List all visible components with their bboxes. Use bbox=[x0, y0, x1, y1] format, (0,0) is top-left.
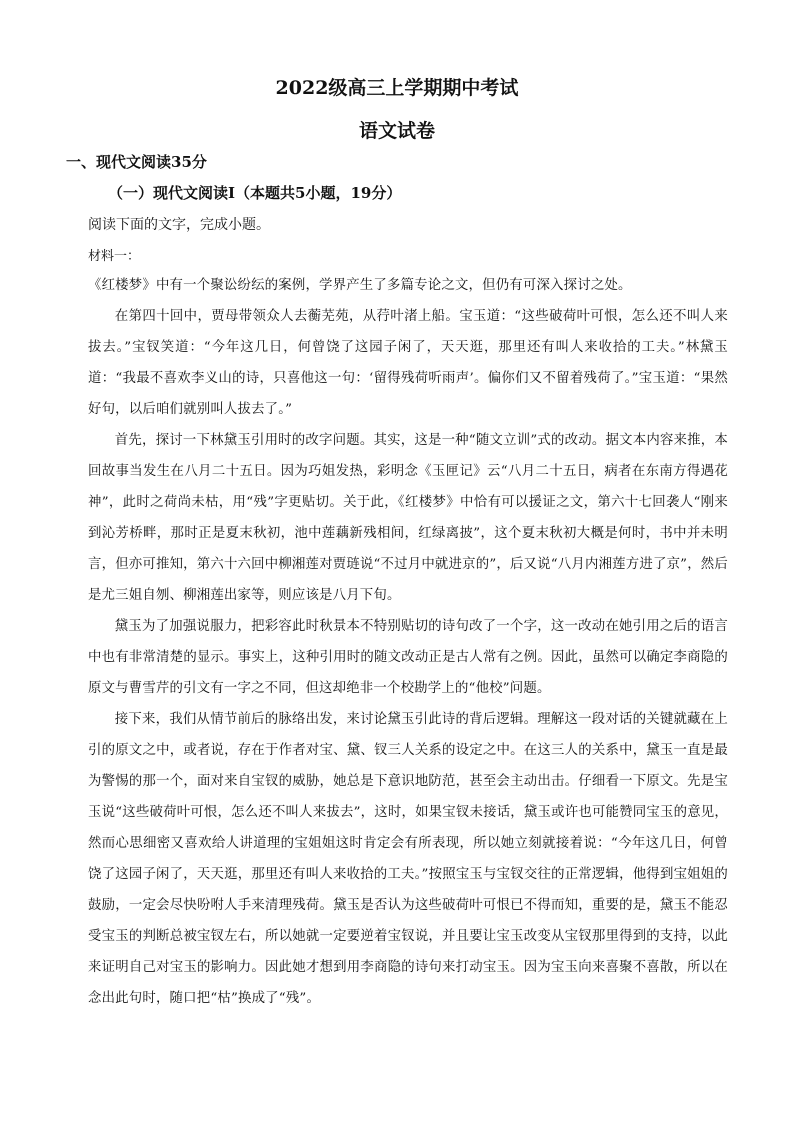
exam-subtitle: 语文试卷 bbox=[358, 120, 435, 142]
material-label: 材料一： bbox=[88, 249, 141, 264]
section-heading: 一、现代文阅读35分 bbox=[66, 153, 207, 171]
passage-body bbox=[88, 270, 728, 1014]
passage-paragraph: 首先，探讨一下林黛玉引用时的改字问题。其实，这是一种“随文立训”式的改动。据文本内容来推，本回故事当发生在八月二十五日。因为巧姐发热，彩明念《玉匣记》云“八月二十五日，病者在东南方得遇花神”，此时之荷尚未枯，用“残”字更贴切。关于此，《红楼梦》中恰有可以援证之文，第六十七回袭人“刚来到沁芳桥畔，那时正是夏末秋初，池中莲藕新残相间，红绿离披”，这个夏末秋初大概是何时，书中并未明言，但亦可推知，第六十六回中柳湘莲对贾琏说“不过月中就进京的”，后又说“八月内湘莲方进了京”，然后是尤三姐自刎、柳湘莲出家等，则应该是八月下旬。 bbox=[88, 433, 728, 603]
sub-heading: （一）现代文阅读Ⅰ（本题共5小题，19分） bbox=[108, 184, 402, 202]
reading-instruction: 阅读下面的文字，完成小题。 bbox=[88, 217, 270, 233]
passage-paragraph: 接下来，我们从情节前后的脉络出发，来讨论黛玉引此诗的背后逻辑。理解这一段对话的关键就藏在上引的原文之中，或者说，存在于作者对宝、黛、钗三人关系的设定之中。在这三人的关系中，黛玉一直是最为警惕的那一个，面对来自宝钗的威胁，她总是下意识地防范，甚至会主动出击。仔细看一下原文。先是宝玉说“这些破荷叶可恨，怎么还不叫人来拔去”，这时，如果宝钗未接话，黛玉或许也可能赞同宝玉的意见，然而心思细密又喜欢给人讲道理的宝姐姐这时肯定会有所表现，所以她立刻就接着说：“今年这几日，何曾饶了这园子闲了，天天逛，那里还有叫人来收拾的工夫。”按照宝玉与宝钗交往的正常逻辑，他得到宝姐姐的鼓励，一定会尽快吩咐人手来清理残荷。黛玉是否认为这些破荷叶可恨已不得而知，重要的是，黛玉不能忍受宝玉的判断总被宝钗左右，所以她就一定要逆着宝钗说，并且要让宝玉改变从宝钗那里得到的支持，以此来证明自己对宝玉的影响力。因此她才想到用李商隐的诗句来打动宝玉。因为宝玉向来喜聚不喜散，所以在念出此句时，随口把“枯”换成了“残”。 bbox=[88, 712, 728, 1006]
passage-paragraph: 《红楼梦》中有一个聚讼纷纭的案例，学界产生了多篇专论之文，但仍有可深入探讨之处。 bbox=[88, 278, 632, 293]
exam-title: 2022级高三上学期期中考试 bbox=[275, 77, 519, 99]
passage-paragraph: 黛玉为了加强说服力，把彩容此时秋景本不特别贴切的诗句改了一个字，这一改动在她引用之后的语言中也有非常清楚的显示。事实上，这种引用时的随文改动正是古人常有之例。因此，虽然可以确定李商隐的原文与曹雪芹的引文有一字之不同，但这却绝非一个校勘学上的“他校”问题。 bbox=[88, 619, 728, 696]
passage-paragraph: 在第四十回中，贾母带领众人去蘅芜苑，从荇叶渚上船。宝玉道：“这些破荷叶可恨，怎么还不叫人来拔去。”宝钗笑道：“今年这几日，何曾饶了这园子闲了，天天逛，那里还有叫人来收拾的工夫。”林黛玉道：“我最不喜欢李义山的诗，只喜他这一句：‘留得残荷听雨声’。偏你们又不留着残荷了。”宝玉道：“果然好句，以后咱们就别叫人拔去了。” bbox=[88, 309, 728, 417]
